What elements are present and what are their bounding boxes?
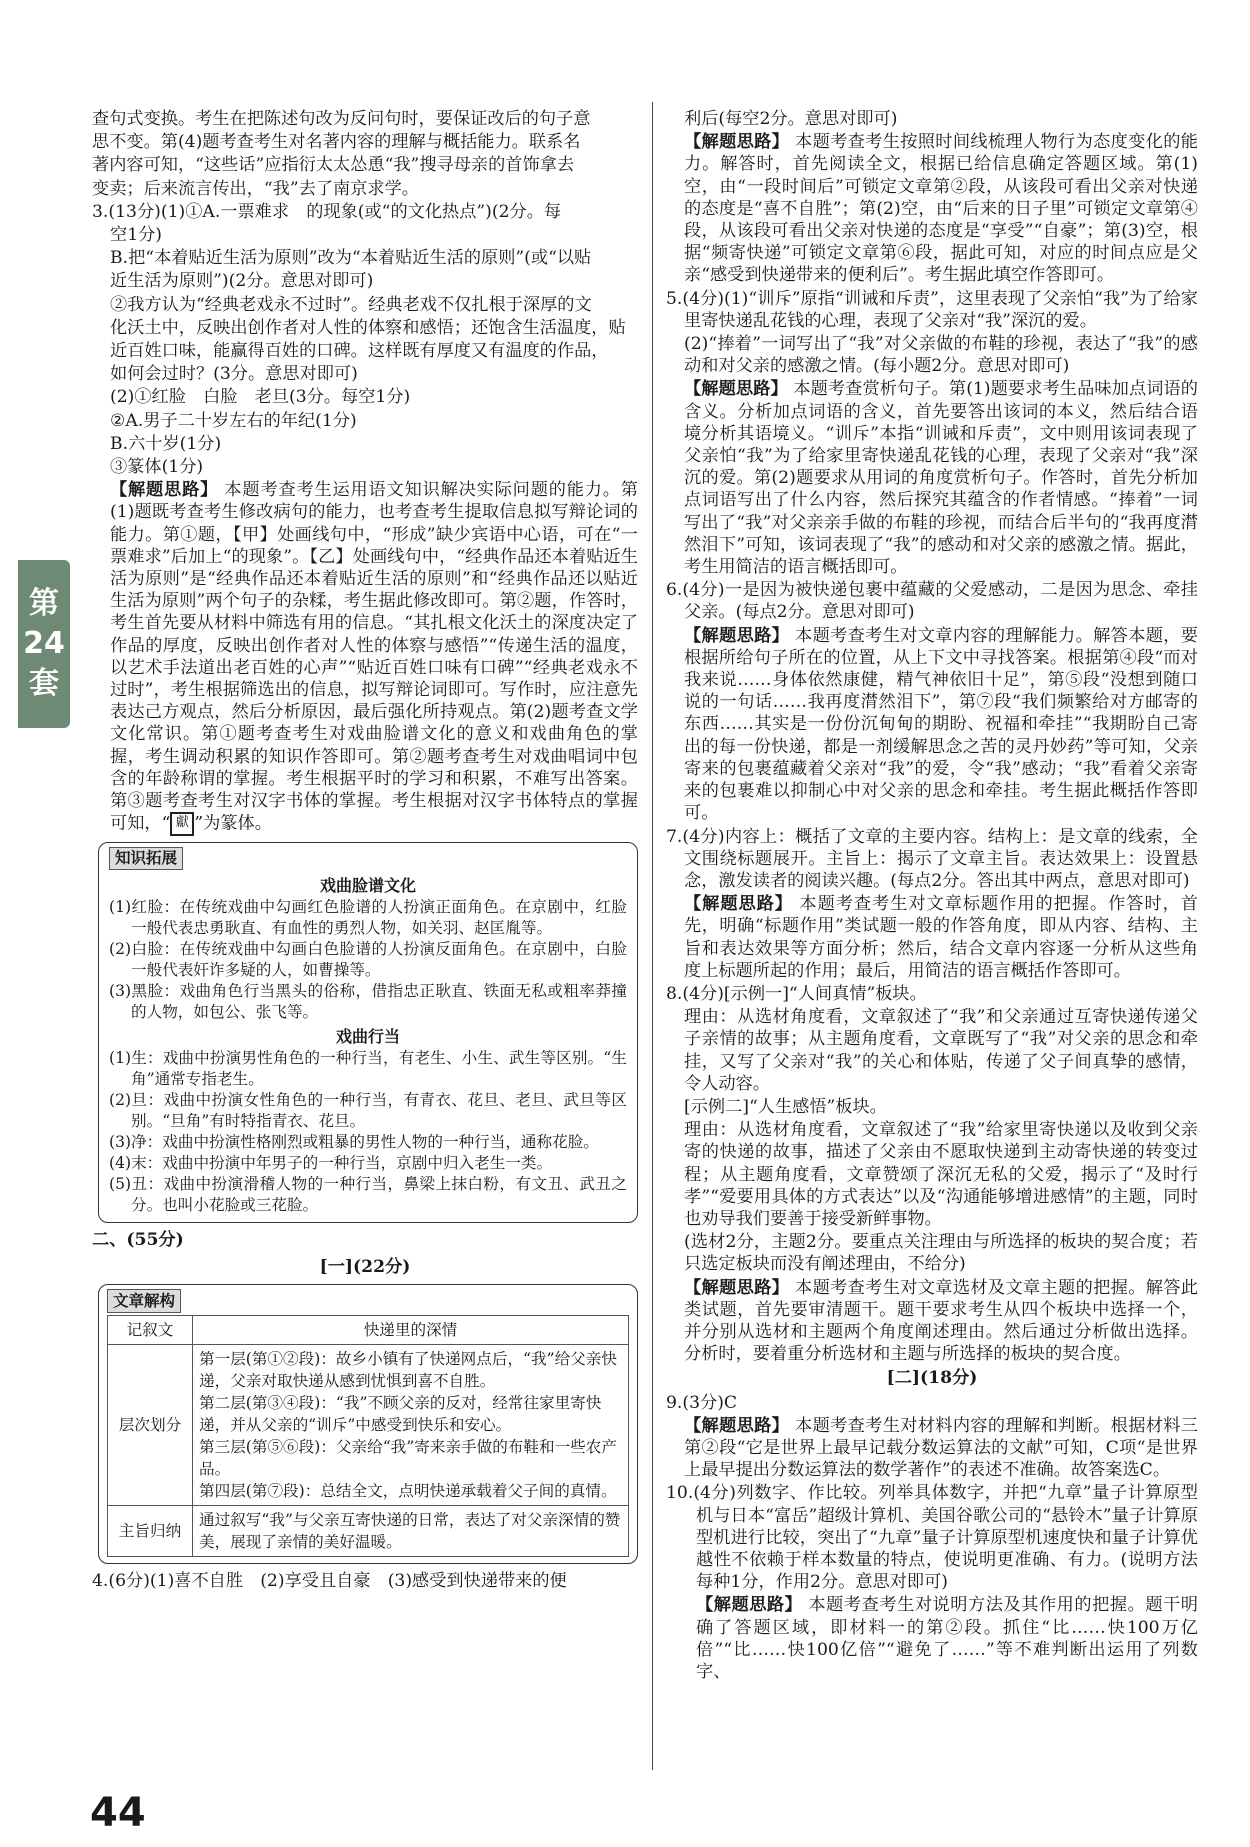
q4-analysis	[666, 131, 1198, 286]
question-4: 4.(6分)(1)喜不自胜 (2)享受且自豪 (3)感受到快递带来的便	[92, 1570, 567, 1591]
table-cell-key: 层次划分	[108, 1344, 193, 1505]
intro-line: 查句式变换。考生在把陈述句改为反问句时，要保证改后的句子意	[92, 109, 591, 129]
intro-line: 思不变。第(4)题考查考生对名著内容的理解与概括能力。联系名	[92, 132, 581, 153]
knowledge-box-title: 知识拓展	[109, 847, 183, 870]
layer-item: 第四层(第⑦段)：总结全文，点明快递承载着父子间的真情。	[199, 1481, 617, 1500]
part-2-heading: [二](18分)	[886, 1368, 978, 1389]
question-9: 9.(3分)C	[666, 1392, 738, 1413]
article-structure-box	[98, 1284, 638, 1564]
q3-line: B.六十岁(1分)	[110, 433, 222, 454]
q4-continued: 利后(每空2分。意思对即可)	[684, 109, 898, 129]
knowledge-item: (4)末：戏曲中扮演中年男子的一种行当，京剧中归入老生一类。	[109, 1154, 553, 1173]
table-row	[108, 1344, 629, 1505]
q3-line: B.把“本着贴近生活为原则”改为“本着贴近生活的原则”(或“以贴	[110, 248, 592, 269]
q3-line: 近生活为原则”)(2分。意思对即可)	[110, 271, 374, 292]
knowledge-subtitle: 戏曲行当	[335, 1027, 400, 1047]
question-5: 5.(4分)(1)“训斥”原指“训诫和斥责”，这里表现了父亲怕“我”为了给家里寄快递乱花钱的心理，表现了父亲对“我”深沉的爱。	[666, 288, 1198, 331]
q6-analysis	[666, 625, 1198, 825]
part-1-heading: [一](22分)	[319, 1256, 411, 1277]
q3-line: ②我方认为“经典老戏永不过时”。经典老戏不仅扎根于深厚的文	[110, 294, 592, 315]
column-divider	[652, 102, 653, 1770]
page-number: 44	[90, 1790, 146, 1836]
analysis-label: 【解题思路】	[684, 379, 788, 400]
question-5-part2: (2)“捧着”一词写出了“我”对父亲做的布鞋的珍视，表达了“我”的感动和对父亲的感激之情。(每小题2分。意思对即可)	[684, 334, 1198, 377]
structure-table	[107, 1315, 629, 1557]
knowledge-item: (2)旦：戏曲中扮演女性角色的一种行当，有青衣、花旦、老旦、武旦等区别。“旦角”有时特指青衣、花旦。	[109, 1091, 627, 1131]
table-row	[108, 1315, 629, 1344]
q8-analysis	[666, 1277, 1198, 1366]
q9-analysis	[666, 1415, 1198, 1482]
intro-line: 变卖；后来流言传出，“我”去了南京求学。	[92, 178, 419, 199]
analysis-text: 本题考查考生对文章标题作用的把握。作答时，首先，明确“标题作用”类试题一般的作答角度，即从内容、结构、主旨和表达效果等方面分析；然后，结合文章内容逐一分析从这些角度上标题所起的作用；最后，用简洁的语言概括作答即可。	[684, 894, 1198, 981]
set-number-tab	[18, 560, 70, 728]
table-cell-theme: 通过叙写“我”与父亲互寄快递的日常，表达了对父亲深情的赞美，展现了亲情的美好温暖。	[193, 1505, 629, 1556]
knowledge-item: (2)白脸：在传统戏曲中勾画白色脸谱的人扮演反面角色。在京剧中，白脸一般代表奸诈多疑的人，如曹操等。	[109, 940, 627, 980]
table-cell-key: 记叙文	[108, 1315, 193, 1344]
set-tab-line1: 第	[29, 586, 59, 621]
analysis-text: 本题考查考生对文章内容的理解能力。解答本题，要根据所给句子所在的位置，从上下文中寻找答案。根据第④段“而对我来说……身体依然康健，精气神依旧十足”，第⑤段“没想到随口说的一句话……我再度潸然泪下”，第⑦段“我们频繁给对方邮寄的东西……其实是一份份沉甸甸的期盼、祝福和牵挂”“我期盼自己寄出的每一份快递，都是一剂缓解思念之苦的灵丹妙药”等可知，父亲寄来的包裹蕴藏着父亲对“我”的爱，令“我”感动；“我”看着父亲寄来的包裹难以抑制心中对父亲的思念和牵挂。考生据此概括作答即可。	[684, 625, 1198, 824]
analysis-text: 本题考查赏析句子。第(1)题要求考生品味加点词语的含义。分析加点词语的含义，首先要答出该词的本义，然后结合语境分析其语境义。“训斥”本指“训诫和斥责”，文中则用该词表现了父亲怕“我”为了给家里寄快递乱花钱的心理，表现了父亲对“我”深沉的爱。第(2)题要求从用词的角度赏析句子。作答时，首先分析加点词语写出了什么内容，然后探究其蕴含的作者情感。“捧着”一词写出了“我”对父亲亲手做的布鞋的珍视，而结合后半句的“我再度潸然泪下”可知，该词表现了“我”的感动和对父亲的感激之情。据此，考生用简洁的语言概括即可。	[684, 379, 1198, 578]
analysis-text: 本题考查考生运用语文知识解决实际问题的能力。第(1)题既考查考生修改病句的能力，也考查考生提取信息拟写辩论词的能力。第①题，【甲】处画线句中，“形成”缺少宾语中心语，可在“一票难求”后加上“的现象”。【乙】处画线句中，“经典作品还本着贴近生活为原则”是“经典作品还本着贴近生活的原则”和“经典作品还以贴近生活为原则”两个句子的杂糅，考生据此修改即可。第②题，作答时，考生首先要从材料中筛选有用的信息。“其扎根文化沃土的深度决定了作品的厚度，反映出创作者对人性的体察与感悟”“传递生活的温度，以艺术手法道出老百姓的心声”“贴近百姓口味有口碑”“经典老戏永不过时”，考生根据筛选出的信息，拟写辩论词即可。写作时，应注意先表达己方观点，然后分析原因，最后强化所持观点。第(2)题考查文学文化常识。第①题考查考生对戏曲脸谱文化的意义和戏曲角色的掌握，考生调动积累的知识作答即可。第②题考查考生对戏曲唱词中包含的年龄称谓的掌握。考生根据平时的学习和积累，不难写出答案。第③题考查考生对汉字书体的掌握。考生根据对汉字书体特点的掌握可知，	[110, 480, 638, 834]
seal-script-character: 獻	[170, 812, 194, 836]
q8-example-2: 理由：从选材角度看，文章叙述了“我”给家里寄快递以及收到父亲寄的快递的故事，描述了父亲由不愿取快递到主动寄快递的转变过程；从主题角度看，文章赞颂了深沉无私的父爱，揭示了“及时行孝”“爱要用具体的方式表达”以及“沟通能够增进感情”的主题，同时也劝导我们要善于接受新鲜事物。	[684, 1120, 1198, 1229]
knowledge-item: (5)丑：戏曲中扮演滑稽人物的一种行当，鼻梁上抹白粉，有文丑、武丑之分。也叫小花脸或三花脸。	[109, 1175, 627, 1215]
q3-line: 空1分)	[110, 225, 163, 246]
analysis-text-end: 为篆体。	[203, 813, 272, 834]
table-cell-title: 快递里的深情	[193, 1315, 629, 1344]
intro-line: 著内容可知，“这些话”应指衍太太怂恿“我”搜寻母亲的首饰拿去	[92, 155, 575, 176]
q8-note: (选材2分，主题2分。要重点关注理由与所选择的板块的契合度；若只选定板块而没有阐述理由，不给分)	[684, 1232, 1198, 1275]
q3-line: 如何会过时？(3分。意思对即可)	[110, 364, 358, 385]
analysis-text: 本题考查考生对文章选材及文章主题的把握。解答此类试题，首先要审清题干。题干要求考生从四个板块中选择一个，并分别从选材和主题两个角度阐述理由。然后通过分析做出选择。分析时，要着重分析选材和主题与所选择的板块的契合度。	[684, 1277, 1198, 1365]
right-column	[666, 108, 1198, 1684]
analysis-text: 本题考查考生对材料内容的理解和判断。根据材料三第②段“它是世界上最早记载分数运算法的文献”可知，C项“是世界上最早提出分数运算法的数学著作”的表述不准确。故答案选C。	[684, 1415, 1198, 1481]
table-cell-layers	[193, 1344, 629, 1505]
analysis-text: 本题考查考生按照时间线梳理人物行为态度变化的能力。解答时，首先阅读全文，根据已给信息确定答题区域。第(1)空，由“一段时间后”可锁定文章第②段，从该段可看出父亲对快递的态度是“喜不自胜”；第(2)空，由“后来的日子里”可锁定文章第④段，从该段可看出父亲对快递的态度是“享受”“自豪”；第(3)空，根据“频寄快递”可锁定文章第⑥段，据此可知，对应的时间点应是父亲“感受到快递带来的便利后”。考生据此填空作答即可。	[684, 132, 1198, 286]
q3-line: ②A.男子二十岁左右的年纪(1分)	[110, 410, 357, 431]
table-cell-key: 主旨归纳	[108, 1505, 193, 1556]
analysis-label: 【解题思路】	[684, 894, 793, 915]
analysis-label: 【解题思路】	[684, 1415, 790, 1436]
q3-analysis: 【解题思路】 本题考查考生运用语文知识解决实际问题的能力。第(1)题既考查考生修改病句的能力，也考查考生提取信息拟写辩论词的能力。第①题，【甲】处画线句中，“形成”缺少宾语中心语，可在“一票难求”后加上“的现象”。【乙】处画线句中，“经典作品还本着贴近生活为原则”是“经典作品还本着贴近生活的原则”和“经典作品还以贴近生活为原则”两个句子的杂糅，考生据此修改即可。第②题，作答时，考生首先要从材料中筛选有用的信息。“其扎根文化沃土的深度决定了作品的厚度，反映出创作者对人性的体察与感悟”“传递生活的温度，以艺术手法道出老百姓的心声”“贴近百姓口味有口碑”“经典老戏永不过时”，考生根据筛选出的信息，拟写辩论词即可。写作时，应注意先表达己方观点，然后分析原因，最后强化所持观点。第(2)题考查文学文化常识。第①题考查考生对戏曲脸谱文化的意义和戏曲角色的掌握，考生调动积累的知识作答即可。第②题考查考生对戏曲唱词中包含的年龄称谓的掌握。考生根据平时的学习和积累，不难写出答案。第③题考查考生对汉字书体的掌握。考生根据对汉字书体特点的掌握可知，“ 獻 ”为篆体。	[92, 479, 638, 836]
analysis-label: 【解题思路】	[684, 132, 790, 153]
q3-line: 近百姓口味，能赢得百姓的口碑。这样既有厚度又有温度的作品，	[110, 341, 609, 362]
set-tab-line2: 24	[23, 626, 65, 661]
q10-analysis	[666, 1594, 1198, 1683]
q3-line: 3.(13分)(1)①A.一票难求 的现象(或“的文化热点”)(2分。每	[92, 201, 562, 222]
analysis-text: 本题考查考生对说明方法及其作用的把握。题干明确了答题区域，即材料一的第②段。抓住“比……快100万亿倍”“比……快100亿倍”“避免了……”等不难判断出运用了列数字、	[696, 1595, 1198, 1683]
layer-item: 第一层(第①②段)：故乡小镇有了快递网点后，“我”给父亲快递，父亲对取快递从感到忧惧到喜不自胜。	[199, 1349, 617, 1390]
layer-item: 第三层(第⑤⑥段)：父亲给“我”寄来亲手做的布鞋和一些农产品。	[199, 1437, 617, 1478]
q5-analysis	[666, 378, 1198, 578]
knowledge-subtitle: 戏曲脸谱文化	[319, 876, 416, 896]
q3-line: (2)①红脸 白脸 老旦(3分。每空1分)	[110, 387, 411, 408]
q3-line: ③篆体(1分)	[110, 457, 204, 478]
question-3	[92, 201, 638, 836]
set-tab-line3: 套	[29, 666, 59, 701]
structure-box-title: 文章解构	[107, 1289, 181, 1313]
analysis-label: 【解题思路】	[696, 1595, 803, 1616]
question-8: 8.(4分)[示例一]“人间真情”板块。	[666, 983, 927, 1004]
question-6: 6.(4分)一是因为被快递包裹中蕴藏的父爱感动，二是因为思念、牵挂父亲。(每点2分。意思对即可)	[666, 580, 1198, 623]
question-7: 7.(4分)内容上：概括了文章的主要内容。结构上：是文章的线索，全文围绕标题展开。主旨上：揭示了文章主旨。表达效果上：设置悬念，激发读者的阅读兴趣。(每点2分。答出其中两点，意思对即可)	[666, 826, 1198, 891]
knowledge-item: (3)净：戏曲中扮演性格刚烈或粗暴的男性人物的一种行当，通称花脸。	[109, 1133, 599, 1152]
knowledge-item: (3)黑脸：戏曲角色行当黑头的俗称，借指忠正耿直、铁面无私或粗率莽撞的人物，如包公、张飞等。	[109, 982, 627, 1022]
left-column	[92, 108, 638, 1593]
knowledge-item: (1)生：戏曲中扮演男性角色的一种行当，有老生、小生、武生等区别。“生角”通常专指老生。	[109, 1049, 627, 1089]
section-2-heading: 二、(55分)	[92, 1230, 184, 1251]
intro-block	[92, 108, 638, 200]
layer-item: 第二层(第③④段)：“我”不顾父亲的反对，经常往家里寄快递，并从父亲的“训斥”中感受到快乐和安心。	[199, 1393, 602, 1434]
q8-example-2-head: [示例二]“人生感悟”板块。	[684, 1096, 887, 1117]
q3-line: 化沃土中，反映出创作者对人性的体察和感悟；还饱含生活温度，贴	[110, 317, 626, 338]
analysis-label: 【解题思路】	[110, 480, 219, 501]
analysis-label: 【解题思路】	[684, 1277, 790, 1298]
knowledge-item: (1)红脸：在传统戏曲中勾画红色脸谱的人扮演正面角色。在京剧中，红脸一般代表忠勇耿直、有血性的勇烈人物，如关羽、赵匡胤等。	[109, 898, 627, 938]
q8-example-1: 理由：从选材角度看，文章叙述了“我”和父亲通过互寄快递传递父子亲情的故事；从主题角度看，文章既写了“我”对父亲的思念和牵挂，又写了父亲对“我”的关心和体贴，传递了父子间真挚的感情，令人动容。	[684, 1007, 1198, 1094]
knowledge-extension-box	[98, 842, 638, 1223]
table-row	[108, 1505, 629, 1556]
question-10: 10.(4分)列数字、作比较。列举具体数字，并把“九章”量子计算原型机与日本“富岳”超级计算机、美国谷歌公司的“悬铃木”量子计算原型机进行比较，突出了“九章”量子计算原型机速度快和量子计算优越性不依赖于样本数量的特点，使说明更准确、有力。(说明方法每种1分，作用2分。意思对即可)	[666, 1483, 1198, 1593]
q7-analysis	[666, 893, 1198, 982]
analysis-label: 【解题思路】	[684, 625, 790, 646]
